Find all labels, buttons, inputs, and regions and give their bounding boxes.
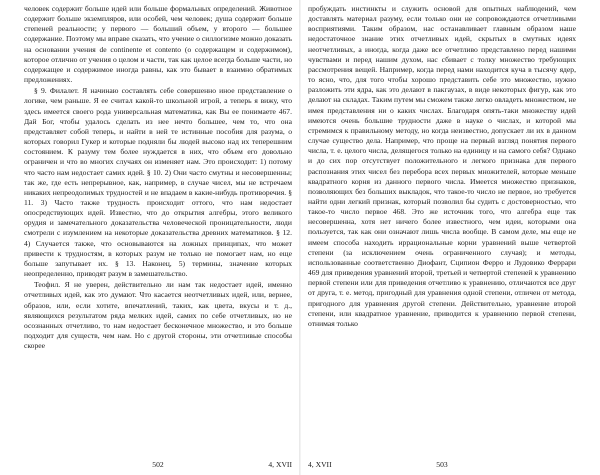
page-number: 502	[152, 460, 164, 469]
left-page-footer	[24, 460, 292, 472]
right-page-footer	[308, 460, 576, 472]
paragraph: человек содержит больше идей или больше формальных определений. Животное содержит больше экземпляров, или особей, чем человек; душа содержит больше степеней реальности; у первого — больший объем, у второго — большее содержание. Поэтому мы вправе сказать, что учение о силлогизме можно доказать на основании учения de continente et contento (о содержащем и содержимом), которое отлично от учения о целом и части, так как целое всегда больше части, но содержащее и содержимое иногда равны, как это бывает в взаимно обратимых предложениях.	[24, 4, 292, 85]
right-page	[300, 0, 600, 475]
left-page-text	[24, 4, 292, 351]
paragraph: пробуждать инстинкты и служить основой для опытных наблюдений, чем доставлять материал разуму, если только они не сопровождаются отчетливыми восприятиями. Таким образом, нас останавливает главным образом наше недостаточное знание этих отчетливых идей, скрытых в смутных идеях неотчетливых, а иногда, когда даже все отчетливо представлено перед нашими чувствами и перед нашим духом, нас сбивает с толку множество требующих рассмотрения вещей. Например, когда перед нами находится куча в тысячу ядер, то ясно, что, для того чтобы хорошо представить себе это множество, нужно разложить эти ядра, как это делают в пакгаузах, в виде некоторых фигур, как это делают на складах. Таким путем мы сможем также легко овладеть множеством, не имея представления ни о каких числах. Благодаря опять-таки множеству идей имеются очень большие трудности даже в науке о числах, и которой мы стремимся к правильному методу, но когда неизвестно, допускает ли их в данном случае существо дела. Например, что проще на первый взгляд понятия первого числа, т. е. целого числа, делящегося только на единицу и на самого себя? Однако и до сих пор отсутствует положительного и легкого признака для первого распознания этих чисел без перебора всех первых множителей, которые меньше квадратного корня из данного первого числа. Имеется множество признаков, позволяющих без больших выкладок, что такое-то число не первое, но требуется найти одни легкий признак, который позволил бы судить с достоверностью, что такое-то число первое 468. Это же источник того, что алгебра еще так несовершенна, хотя нет ничего более известного, чем идеи, которыми она пользуется, так как они означают лишь числа вообще. В самом деле, мы еще не имеем способа находить иррациональные корни уравнений выше четвертой степени (за исключением очень ограниченного случая); и методы, использованные соответственно Диофант, Сципион Ферро и Лудовико Феррари 469 для приведения уравнений второй, третьей и четвертой степеней к уравнению первой степени или для приведения отчетливо к уравнению, отличаются все друг от друга, т. е. метод, пригодный для уравнения одной степени, отличен от метода, пригодного для уравнения другой степени. Действительно, уравнение второй степени, или квадратное уравнение, приводится к уравнению первой степени, отнимая только	[308, 4, 576, 328]
page-number: 503	[436, 460, 448, 469]
right-page-text	[308, 4, 576, 329]
paragraph: § 9. Филалет. Я начинаю составлять себе совершенно иное представление о логике, чем раньше. Я ее считал какой-то школьной игрой, а теперь я вижу, что здесь имеется своего рода универсальная математика, как Вы ее понимаете 467. Дай Бог, чтобы удалось сделать из нее нечто большее, чем то, что она представляет собой теперь, и найти в ней те истинные пособия для разума, о которых говорил Гукер и которые подняли бы людей высоко над их теперешним состоянием. К разуму тем более нуждается в них, что объем его довольно ограничен и что во многих случаях он изменяет нам. Это происходит: 1) потому что часто нам недостает самих идей. § 10. 2) Они часто смутны и несовершенны; так же, где есть непрерывное, как, например, в случае чисел, мы не встречаем никаких непреодолимых трудностей и не впадаем в какие-нибудь противоречия. § 11. 3) Часто также трудность происходит оттого, что нам недостает опосредствующих идей. Известно, что до открытия алгебры, этого великого орудия и замечательного доказательства человеческой проницательности, люди смотрели с изумлением на некоторые доказательства древних математиков. § 12. 4) Случается также, что основываются на ложных принципах, что может привести к трудностям, в которых разум не только не помогает нам, но еще больше запутывает их. § 13. Наконец, 5) термины, значение которых неопределенно, приводят разум в замешательство.	[24, 86, 292, 279]
chapter-reference: 4, XVII	[308, 460, 332, 469]
paragraph: Теофил. Я не уверен, действительно ли нам так недостает идей, именно отчетливых идей, как это думают. Что касается неотчетливых идей, или, вернее, образов, или, если хотите, впечатлений, таких, как цвета, вкусы и т. д., являющихся результатом ряда мелких идей, самих по себе отчетливых, но не осознанных отчетливо, то нам недостает бесконечное множество, и это больше подходит для существ, чем нам. Но с другой стороны, эти отчетливые способы скорее	[24, 280, 292, 351]
chapter-reference: 4, XVII	[268, 460, 292, 469]
